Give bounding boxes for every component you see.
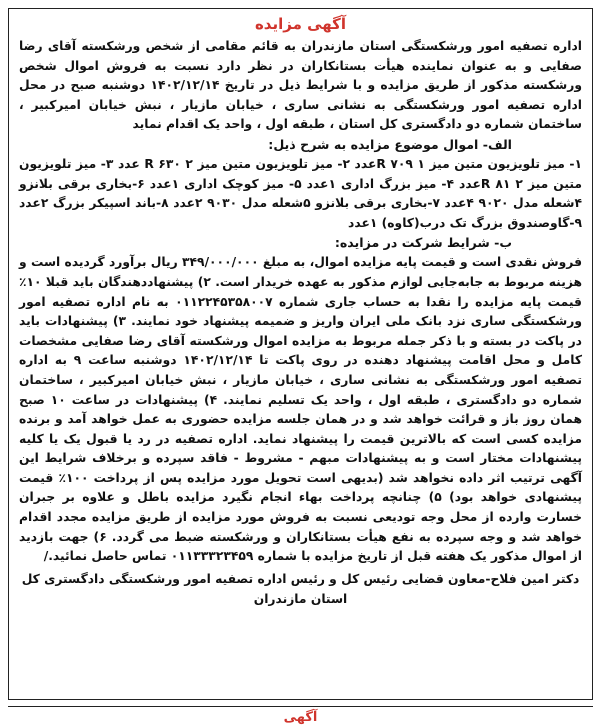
notice-signature: دکتر امین فلاح-معاون قضایی رئیس کل و رئیس اداره تصفیه امور ورشکستگی دادگستری کل استان مازندران [21, 571, 580, 606]
section-a-heading: الف- اموال موضوع مزایده به شرح ذیل: [268, 136, 512, 152]
notice-intro: اداره تصفیه امور ورشکستگی استان مازندران به قائم مقامی از شخص ورشکسته آقای رضا صفایی و به عنوان نماینده هیأت بستانکاران در نظر دارد نسبت به فروش اموال شخص ورشکسته مذکور از طریق مزایده و با شرایط ذیل در تاریخ ۱۴۰۲/۱۲/۱۴ دوشنبه صبح در محل اداره تصفیه امور ورشکستگی به نشانی ساری ، خیابان مازیار ، نبش خیابان امیرکبیر ، ساختمان شماره دو دادگستری کل استان ، طبقه اول ، واحد یک اقدام نماید [19, 39, 582, 132]
auction-notice [8, 8, 593, 700]
notice-title: آگهی مزایده [254, 15, 347, 33]
section-b-heading: ب- شرایط شرکت در مزایده: [334, 235, 512, 251]
next-notice-strip [8, 706, 593, 725]
next-notice-title: آگهی [283, 710, 318, 725]
section-b-conditions: فروش نقدی است و قیمت پایه مزایده اموال، به مبلغ ۳۴۹/۰۰۰/۰۰۰ ریال برآورد گردیده است و هزینه مربوط به جابه‌جایی لوازم مذکور به عهده خریدار است. ۲) پیشنهاددهندگان باید قبلا ۱۰٪ قیمت پایه مزایده را نقدا به حساب جاری شماره ۰۱۱۲۲۴۵۳۵۸۰۰۷ به نام اداره تصفیه امور ورشکستگی ساری نزد بانک ملی ایران واریز و ضمیمه پیشنهاد خود نمایند. ۳) پیشنهادات باید در پاکت در بسته و با ذکر جمله مربوط به مزایده اموال ورشکسته آقای رضا صفایی مشخصات کامل و محل اقامت پیشنهاد دهنده در روی پاکت تا ۱۴۰۲/۱۲/۱۴ دوشنبه ساعت ۹ به اداره تصفیه امور ورشکستگی به نشانی ساری ، خیابان مازیار ، نبش خیابان امیرکبیر ، ساختمان شماره دو دادگستری ، طبقه اول ، واحد یک تسلیم نمایند. ۴) پیشنهادات در ساعت ۱۰ صبح همان روز باز و قرائت خواهد شد و در همان جلسه مزایده حضوری به عمل خواهد آمد و برنده مزایده کسی است که بالاترین قیمت را پیشنهاد نماید. اداره تصفیه در رد یا قبول یک یا کلیه پیشنهادات مختار است و به پیشنهادات مبهم - مشروط - فاقد سپرده و برخلاف شرایط این آگهی ترتیب اثر داده نخواهد شد (بدیهی است تحویل مورد مزایده پس از پرداخت ۱۰۰٪ قیمت پیشنهادی خواهد بود) ۵) چنانچه پرداخت بهاء انجام نگیرد مزایده باطل و علاوه بر جبران خسارت وارده از محل وجه تودیعی نسبت به فروش مورد مزایده از طریق مزایده مجدد اقدام خواهد شد و وجه سپرده به نفع هیأت بستانکاران و ورشکسته ضبط می گردد. ۶) جهت بازدید از اموال مذکور یک هفته قبل از تاریخ مزایده با شماره ۰۱۱۳۳۳۲۳۴۵۹ تماس حاصل نمائید./ [19, 255, 583, 564]
section-a-items: ۱- میز تلویزیون متین میز R ۷۰۹ ۱عدد ۲- میز تلویزیون متین میز R ۶۳۰ ۲ عدد ۳- میز تلویزیون متین میز R ۸۱ ۲عدد ۴- میز بزرگ اداری ۱عدد ۵- میز کوچک اداری ۱عدد ۶-بخاری برقی بلانزو ۴شعله مدل ۹۰۲۰ ۴عدد ۷-بخاری برقی بلانزو ۵شعله مدل ۹۰۳۰ ۲عدد ۸-باند اسپیکر بزرگ ۲عدد ۹-گاوصندوق بزرگ تک درب(کاوه) ۱عدد [19, 156, 582, 230]
